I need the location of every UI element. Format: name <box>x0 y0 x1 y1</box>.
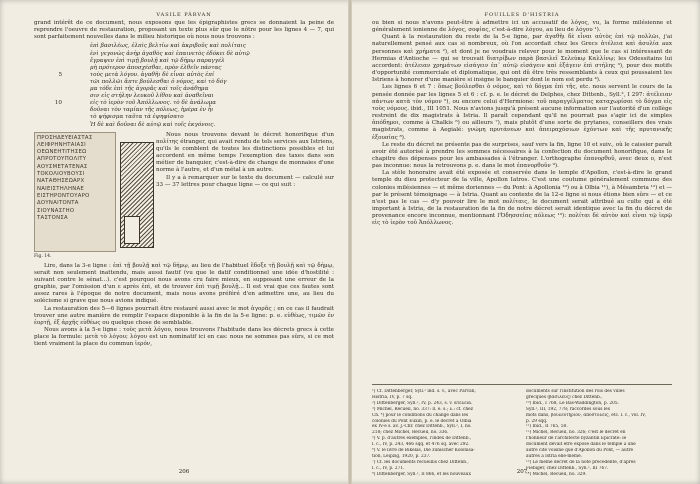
greek-line <box>90 65 334 72</box>
footnote-line: ¹) Cf. Dittenberger, Syll.² ind. s. v., avec Părvan, <box>372 389 476 394</box>
right-page-number: 207 <box>516 469 528 475</box>
footnote-line: autre cité voisine que d'Apollon du Pont, — autre <box>526 448 634 454</box>
stone-line: ΤΟΚΟΛΙΟΥΒΟΥΣΙ <box>37 171 85 178</box>
inscription-stone-photo <box>34 132 116 252</box>
greek-text-block <box>34 43 334 128</box>
greek-line <box>90 79 334 86</box>
book-gutter <box>348 0 352 484</box>
footnote-line: colonies du Pont Euxin, p. e. le décret à Olbia <box>372 418 472 424</box>
stone-line: ΟΕΩΝΕΗΤΙΤΗΣΕΩ <box>37 149 87 156</box>
footnote-line: ¹¹) Ibid., II 765, 50. <box>526 424 568 430</box>
line-number: 10 <box>54 100 62 107</box>
footnote-line: ³) Michel, Recueil, no. 337: ll. e. s.; λ.: cf. chez <box>372 406 473 412</box>
stone-line: ΠΡΟΣΗΔΕΥΕΙΑΣΤΑΣ <box>37 134 93 141</box>
footnotes-column-left <box>372 389 518 476</box>
figure-side-text <box>156 132 334 189</box>
greek-line-text: ἐπὶ βασιλέως, ἐλπὶς βελτίω καὶ ἀκριβοῦς καὶ πολίταις <box>90 43 246 50</box>
footnote-line: ⁸) Dittenberger, Syll.², II 866, et les nouveaux <box>372 471 471 476</box>
right-page <box>372 10 672 476</box>
intro-line: pour les lignes 4 — 7, qui sont parfaitement nouvelles dans le milieu historique où nous <box>34 27 334 41</box>
footnote-line: ex IV-e s. av. J.-Chr. chez Dittenb., Syll.², I, no. <box>372 424 472 430</box>
paragraph: Nous avons à la 5-e ligne : τοὺς μετὰ λόγου, nous trouvons l'habitude dans les décrets grecs à cette place la formule: μετὰ τὸ λόγου; λόγου est un nominatif ici en cas: nous ne sommes pas sûrs, si ce mot tient vraiment la place du commun ἱερόν, <box>34 327 334 348</box>
footnote-line: ¹²) Michel, Recueil, no. 326; c'est le décret en <box>526 430 626 436</box>
footnote-line: ¹⁰) Ibid., I 768, Le Bas-Waddington, p. 205. <box>526 400 619 406</box>
greek-line <box>58 71 334 79</box>
greek-line-text: σιν εἰς στήλην λευκοῦ λίθου καὶ ἀναθεῖναι <box>90 93 214 100</box>
intro-paragraph <box>34 20 334 41</box>
greek-line <box>90 122 334 129</box>
greek-line <box>90 51 334 58</box>
footnote-line: ²) Dittenberger, Syll.², IV, p. 243, s. v. ἀτέλεια. <box>372 400 473 406</box>
paragraph: Les lignes 6 et 7 : ὅπως βούλεσθαι ὁ νόμος, καὶ τὸ δόγμα ἐπὶ τῆς, etc. nous servent le cours de la pensée donnée par les lignes 5 et 6 : cf. p. e. le décret de Delphes, chez Dittenb., Syll.², I 297: ἀτέλειαν πάντων κατὰ τὸν νόμον ⁵), ou encore celui d'Hermione: τοῦ παραγγέλματος καταχωρίσαι τὸ δόγμα εἰς τοὺς νόμους. ibid., III 1051. Nous n'avions jusqu'à présent aucune information sur l'autorité d'un collège restreint de dix magistrats à Istria. Il paraît cependant qu'il ne pourrait pas s'agir ici de simples ἀπόδημοι, comme à Chalkis ⁶) ou ailleurs ⁷), mais plutôt d'une sorte de prytanes, conseillers des vrais magistrats, comme à Aegialé: γνώμη πρυτάνεων καὶ ἀπειραχόσιων ἐχόντων καὶ τῆς πρυτανικῆς ἐξουσίας ⁸). <box>372 84 672 141</box>
right-running-head: FOUILLES D'HISTRIA <box>484 12 560 18</box>
footnote-line: document devait être exposé dans le temple à une <box>526 442 636 448</box>
footnote-line: autres à Istria elle-même. <box>526 453 583 459</box>
stone-line: ΕΙΣΤΗΡΟΝΤΟΥΑΡΟ <box>37 192 90 199</box>
footnote-line: Syll.², III, 192, 778; raccordés sous les <box>526 406 610 412</box>
drawing-blank-area <box>124 216 140 244</box>
greek-line-text: δοῦναι τὸν ταμίαν τῆς πόλεως, ἡμέρα ἐν ἧι <box>90 107 214 114</box>
stone-line: ΤΑΣΤΟΝΣΑ <box>37 214 68 221</box>
greek-line-text: μὴ πρότερον ἀποσχέσθαι, πρὸν ἐλθεῖν πάντας <box>90 64 222 71</box>
stone-line: ΝΑΤΑΘΗΣΕΩΑΡΧ <box>37 178 85 185</box>
footnote-line: l. c., IV, p. 243, 466 sqq. et 476 sq. avec 292. <box>372 442 470 448</box>
line-number: 5 <box>58 71 62 78</box>
figure-paragraph: Il y a à remarquer sur le texte du document — calculé sur 33 — 37 lettres pour chaque ligne — ce qui suit : <box>156 174 334 188</box>
left-body-continued <box>34 263 334 349</box>
greek-line-text: ἑνὶ γεγονὼς ἀνὴρ ἀγαθὸς καὶ ἐπαινετὸς ἐδόκει δὲ αὐτῷ <box>90 50 250 57</box>
footnote-line: Fiebiger, chez Dittenb., Syll.², III 767. <box>526 465 609 471</box>
footnote-line: ⁶) V. le livre de Bikélas, Die zunischer Kolonisa- <box>372 448 475 454</box>
left-page <box>34 10 334 476</box>
right-body <box>372 20 672 228</box>
footnote-line: tion, Leipzig, 1920, p. 237. <box>372 453 431 459</box>
stone-line: ΛΕΙΦΡΗΝΗΤΑΙΑΣΙ <box>37 141 86 148</box>
footnote-line: ¹³) Le même décret de la note précédente, d'après <box>526 459 636 465</box>
footnotes-column-right <box>526 389 672 476</box>
footnote-line: ¹⁴) Michel, Recueil, no. 329. <box>526 471 587 476</box>
greek-line-text: εἰς τὸ ἱερὸν τοῦ Ἀπόλλωνος. τὸ δὲ ἀνάλωμα <box>90 100 217 107</box>
footnote-line: Ch. ⁴) pour le conditions du change dans les <box>372 412 469 418</box>
stone-line: ΑΠΡΟΤΟΥΠΟΛΙΤΥ <box>37 156 87 163</box>
footnote-line: grecques (βασιλεὺς) chez Dittenb., <box>526 394 603 400</box>
footnote-line: ⁵) V. p. d'autres exemples, l'index de Dittenb., <box>372 436 472 442</box>
footnote-line: 218; chez Michel, Recueil, no. 336. <box>372 430 449 436</box>
figure-caption: Fig. 14. <box>34 253 52 259</box>
stone-line: ΑΟΥΣΜΕΤΑΤΕΝΑΣ <box>37 163 88 170</box>
paragraph: Lire, dans la 3-e ligne : ἐπὶ τῇ βουλῇ καὶ τῷ δήμῳ, au lieu de l'habituel ἔδοξε τῇ βουλῇ καὶ τῷ δήμῳ, serait non seulement inattendu, mais aussi fautif (vu que le datif conditionnel une idée d'hostilité : suivant contre le sénat...). c'est pourquoi nous avons cru faire mieux, en supposant une erreur de la graphie, par l'omission d'un ε après ἐπὶ, et de trouver ἐπὶ τιμῇ βουλῇ... Il est vrai que ces fautes sont assez rares à l'époque de notre document, mais nous avons préféré d'en admettre une, au lieu du solécisme si grave que nous avions indiqué. <box>34 262 334 305</box>
footnote-line: l'honneur de l'architecte byzantin Epicrate: le <box>526 436 627 442</box>
stone-line: ΔΟΥΝΑΙΤΟΝΤΑ <box>37 200 79 207</box>
greek-line-text: ἔγραψεν ἐπὶ τιμῇ βουλῇ καὶ τῷ δήμῳ παραγγέλ <box>90 57 225 64</box>
left-page-number: 206 <box>178 469 190 475</box>
footnote-line: documents sur l'institution des rois des villes <box>526 389 625 394</box>
greek-line <box>90 43 334 50</box>
figure-section <box>34 132 334 262</box>
left-body <box>34 20 334 41</box>
intro-line: nous trouvons : <box>211 34 255 41</box>
paragraph: Quant à la restauration du reste de la 5-e ligne, par ἀγαθῆι δὲ εἶναι αὐτὸς ἐπὶ τῷ πολλῶι, j'ai naturellement pensé aux cas si nombreux, où l'on accordait chez les Grecs ἀτέλεια καὶ ἀσυλία aux personnes καὶ χρήματα ²), et dont je ne voudrais relever pour le moment que le cas si intéressant de Hermias d'Antioche — qui se trouvait διατρίβων παρὰ βασιλεῖ Σελεύκῳ Καλλίνῳ; les Odessitains lui accordent: ἀτέλειαν χρημάτων εἰσάγειν ἐπ᾽ αὐτῷ εἰσάγειν καὶ ἐξάγειν ἐπὶ στήλης ³), pour des motifs d'opportunité commerciale et diplomatique, qui ont dû être très ressemblants à ceux qui poussaient les Istriens à honorer d'une manière si insigne le banquier dont le nom est perdu ⁴). <box>372 34 672 84</box>
footnote-line: mots dans, βουλευτήριον, ἀποστολεῖς, etc. l. c., vol. IV, <box>526 412 646 418</box>
greek-line <box>90 114 334 121</box>
footnote-line: ⁷) Cf. les documents recueillis chez Dittenb., <box>372 459 469 465</box>
stone-line: ΣΙΟΥΝΑΣΓΗΟ <box>37 207 75 214</box>
stone-inscription <box>37 135 113 245</box>
footnote-line: Histria, IV, p. 7 sq. <box>372 394 413 400</box>
figure-paragraph: Nous nous trouvons devant le décret honorifique d'un πολίτης étranger, qui avait rendu de tels services aux Istriens, qu'ils le comblent de toutes les distinctions possibles et lui accordent en même temps l'exemption des taxes dans son métier de banquier, c'est-à-dire de change de monnaies d'une norme à l'autre, et d'un métal à un autre. <box>156 131 334 174</box>
paragraph: La restauration des 5—6 lignes pourrait être restauré aussi avec le mot ἀγορᾶς ; en ce cas il faudrait trouver une autre manière de remplir l'espace disponible à la fin de la 5-e ligne: p. e. εὐθέως, τιμῶν ἐν ἑορτῇ, ἐξ ἀρχῆς εὐθέως ou quelque chose de semblable. <box>34 305 334 326</box>
stone-line: ΝΑΙΕΙΣΤΗΛΗΝΑΕ <box>37 185 85 192</box>
greek-line-text: μα τόδε ἐπὶ τῆς ἀγορᾶς καὶ τοῖς ἀνάθημα <box>90 86 209 93</box>
greek-line-text: Ἡ δὲ καὶ δοῦναι δὲ αὐτῷ καὶ τοῖς ἐκγόνοις. <box>90 121 216 128</box>
greek-line <box>90 58 334 65</box>
footnote-line: p. 29 sqq. <box>526 418 548 424</box>
intro-line: peine de reprendre l'oeuvre de restauration, proposant un texte plus sûr que le nôtre <box>34 20 334 34</box>
paragraph: ou bien si nous n'avons peut-être à admettre ici un accusatif de λόγος, vu, la forme milésienne et généralement ionienne de λόγος, σοφίας, c'est-à-dire λόγου, au lieu de λόγου ¹). <box>372 20 672 34</box>
greek-line-text: τοὺς μετὰ λόγου. ἀγαθῆι δὲ εἶναι αὐτὸς ἐπί <box>90 71 215 78</box>
left-running-head: VASILE PÂRVAN <box>156 12 212 18</box>
footnote-line: l. c., IV, p. 271. <box>372 465 405 471</box>
paragraph: La stèle honoraire avait été exposée et conservée dans le temple d'Apollon, c'est-à-dire le grand temple du dieu protecteur de la ville, Apollon Iatros. C'est une coutume généralement commune des colonies milésiennes — et même doriennes — du Pont: à Apollonia ¹⁰) ou à Olbia ¹¹), à Mésambria ¹²) et — par le présent témoignage — à Istria. Quant au contexte de la 12-e ligne si nous étions bien sûrs — et ce n'est pas le cas — d'y pouvoir lire le mot πολίταις, le document serait attribué au culte qui a été important à Istria, de la restauration de la fin de notre décret serait identique avec la fin du décret de provenance encore inconnue, mentionnant l'Ὀδησσείας πόλεως ¹³): πολίται δὲ αὐτὸν καὶ εἶναι τῷ ἱερῷ εἰς τὸ ἱερὸν τοῦ Ἀπόλλωνος. <box>372 170 672 227</box>
greek-line-text: τῶι πολλῶι ἄπτε βούλεσθαι ὁ νόμος, καὶ τὸ δόγ <box>90 78 227 85</box>
greek-line-text: τὸ ψήφισμα ταῦτα τὰ ἐψηφίσατο <box>90 114 184 121</box>
stone-section-drawing <box>120 142 154 248</box>
intro-line: grand intérêt de ce document, nous exposons que les épigraphistes grecs se donnaient la <box>34 20 306 26</box>
paragraph: Le reste du décret ne présente pas de surprises, sauf vers la fin, ligne 10 et suiv., où le caissier paraît avoir été autorisé à prendre les sommes nécessaires à la confection du document honorifique, dans le chapitre des dépenses pour les ambassades à l'étranger. L'orthographe ἐπανορθοῦ, avec deux ο, n'est pas inconnue: nous la retrouvons p. e. dans le mot ἐπανορθοῦν ⁹). <box>372 141 672 170</box>
